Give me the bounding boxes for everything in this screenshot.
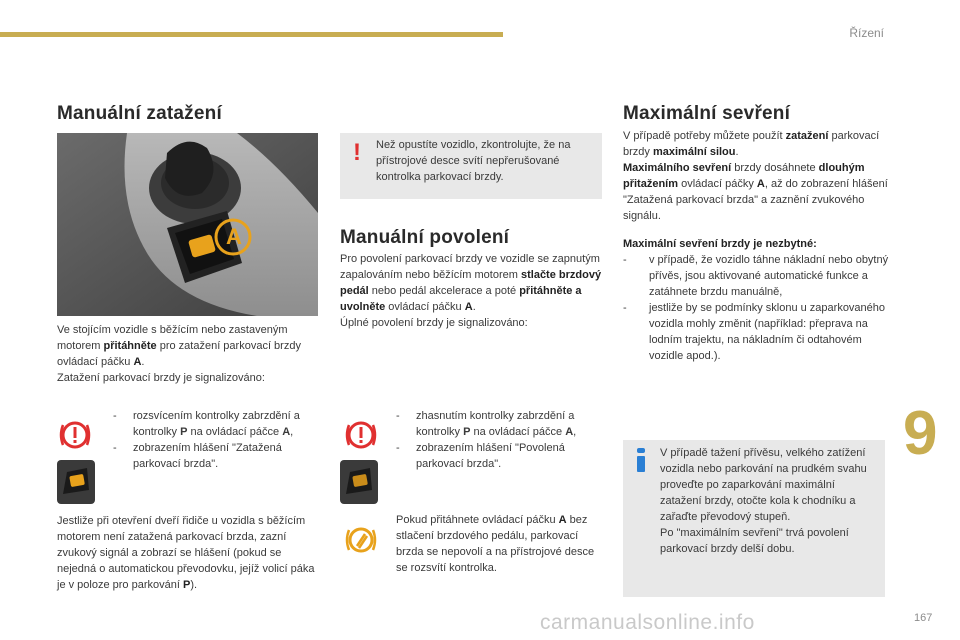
max-tightening-text: V případě potřeby můžete použít zatažení parkovací brzdy maximální silou. Maximálního sevření brzdy dosáhnete dlouhým přitažením ovládací páčky A, až do zobrazení hlášení "Zatažená parkovací brzda" a zaznění zvukového signálu. <box>623 130 888 222</box>
release-bullets <box>396 408 606 472</box>
max-tightening-title: Maximální sevření <box>623 103 791 124</box>
apply-bullet-1: - rozsvícením kontrolky zabrzdění a kontrolky P na ovládací páčce A, <box>113 408 321 440</box>
info-text: V případě tažení přívěsu, velkého zatížení vozidla nebo parkování na prudkém svahu proveďte po zaparkování maximální zatažení brzdy, otočte kola k chodníku a zařaďte převodový stupeň. Po "maximálním sevření" trvá povolení parkovací brzdy delší dobu. <box>660 447 867 555</box>
photo-label-a: A <box>226 224 242 249</box>
info-box <box>623 440 885 597</box>
parking-brake-illustration <box>57 133 318 316</box>
release-note-text: Pokud přitáhnete ovládací páčku A bez stlačení brzdového pedálu, parkovací brzda se nepovolí a na přístrojové desce se rozsvítí kontrolka. <box>396 514 595 574</box>
parking-brake-photo <box>57 133 318 316</box>
brake-warning-icon-2 <box>343 417 379 458</box>
apply-note-text: Jestliže při otevření dveří řidiče u vozidla s běžícím motorem není zatažená parkovací brzda, zazní zvukový signál a zobrazí se hlášení (pokud se nejedná o automatickou převodovku, jejíž volicí páka je v poloze pro parkování P). <box>57 515 315 591</box>
manual-apply-text: Ve stojícím vozidle s běžícím nebo zastaveným motorem přitáhněte pro zatažení parkovací brzdy ovládací páčku A. Zatažení parkovací brzdy je signalizováno: <box>57 324 301 384</box>
lever-lamp-on-icon <box>57 460 95 504</box>
page-number: 167 <box>914 612 933 624</box>
max-bullet-2: - jestliže by se podmínky sklonu u zaparkovaného vozidla mohly změnit (například: přeprava na lodním trajektu, na nákladním či odtahovém vozidle apod.). <box>623 300 889 364</box>
lever-lamp-off-icon <box>340 460 378 504</box>
release-bullet-1: - zhasnutím kontrolky zabrzdění a kontrolky P na ovládací páčce A, <box>396 408 606 440</box>
release-bullet-2: - zobrazením hlášení "Povolená parkovací brzda". <box>396 440 606 472</box>
max-bullets <box>623 252 889 364</box>
section-header: Řízení <box>849 26 884 40</box>
apply-bullets <box>113 408 321 472</box>
header-accent-bar <box>0 32 503 37</box>
chapter-number: 9 <box>903 399 938 468</box>
brake-pedal-warning-icon <box>343 522 379 563</box>
watermark-text: carmanualsonline.info <box>540 611 755 634</box>
brake-warning-icon <box>57 417 93 458</box>
manual-apply-title: Manuální zatažení <box>57 103 222 124</box>
warning-box <box>340 133 602 199</box>
max-bullet-1: - v případě, že vozidlo táhne nákladní nebo obytný přívěs, jsou aktivované automatické funkce a zatáhnete brzdu manuálně, <box>623 252 889 300</box>
info-icon <box>637 448 645 472</box>
warning-text: Než opustíte vozidlo, zkontrolujte, že na přístrojové desce svítí nepřerušované kontrolka parkovací brzdy. <box>376 139 571 183</box>
max-required-subtitle: Maximální sevření brzdy je nezbytné: <box>623 238 817 250</box>
exclamation-icon: ! <box>353 139 361 166</box>
manual-release-text: Pro povolení parkovací brzdy ve vozidle se zapnutým zapalováním nebo běžícím motorem stlačte brzdový pedál nebo pedál akcelerace a poté přitáhněte a uvolněte ovládací páčku A. Úplné povolení brzdy je signalizováno: <box>340 253 602 329</box>
manual-release-title: Manuální povolení <box>340 227 510 248</box>
apply-bullet-2: - zobrazením hlášení "Zatažená parkovací brzda". <box>113 440 321 472</box>
